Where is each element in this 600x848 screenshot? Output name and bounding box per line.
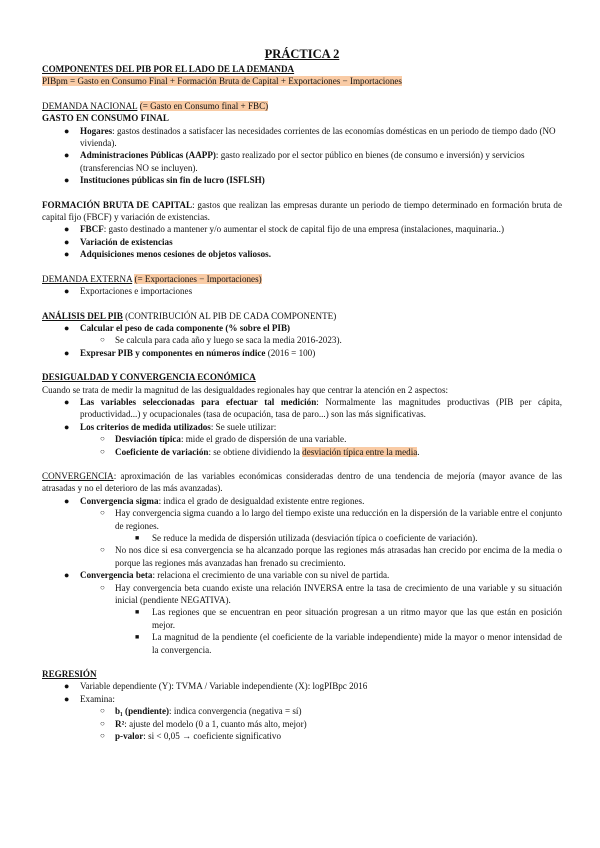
demanda-nacional-line: [42, 100, 562, 112]
demanda-externa-formula: (= Exportaciones − Importaciones): [134, 273, 262, 284]
convergencia-paragraph: CONVERGENCIA: aproximación de las variables económicas consideradas dentro de una tendencia de mejoría (mayor avance de las atrasadas y no el deterioro de las más avanzadas).: [42, 470, 562, 494]
list-item: ○ Hay convergencia sigma cuando a lo largo del tiempo existe una reducción en la dispersión de la variable entre el conjunto de regiones.: [100, 508, 562, 531]
demanda-externa-label: DEMANDA EXTERNA: [42, 273, 133, 284]
list-item: ■ La magnitud de la pendiente (el coeficiente de la variable independiente) mide la mayor o menor intensidad de la convergencia.: [135, 632, 562, 655]
list-item: ● Administraciones Públicas (AAPP): gasto realizado por el sector público en bienes (de consumo e inversión) y servicios (transferencias NO se incluyen).: [64, 150, 525, 173]
gasto-consumo-list: [42, 125, 562, 187]
list-item: ● Exportaciones e importaciones: [64, 286, 193, 297]
demanda-nacional-formula: (= Gasto en Consumo final + FBC): [139, 100, 269, 111]
regresion-heading: REGRESIÓN: [42, 669, 97, 680]
list-item: ○ Se calcula para cada año y luego se saca la media 2016-2023).: [100, 335, 342, 346]
pib-formula: [42, 75, 562, 87]
list-item: ○ p-valor: si < 0,05 → coeficiente significativo: [100, 731, 282, 742]
pib-components-heading: COMPONENTES DEL PIB POR EL LADO DE LA DEMANDA: [42, 64, 295, 74]
list-item: ○ No nos dice si esa convergencia se ha alcanzado porque las regiones más atrasadas han crecido por encima de la media o porque las regiones más avanzadas han frenado su crecimiento.: [100, 545, 562, 568]
document-page: [42, 47, 562, 743]
list-item: ● Adquisiciones menos cesiones de objetos valiosos.: [64, 249, 271, 260]
gasto-consumo-heading: GASTO EN CONSUMO FINAL: [42, 113, 169, 124]
list-item: ● Las variables seleccionadas para efectuar tal medición: Normalmente las magnitudes productivas (PIB per cápita, productividad...) y ocupacionales (tasa de ocupación, tasa de paro...) son las más significativas.: [64, 396, 563, 420]
regresion-list: [42, 680, 562, 742]
list-item: ● Expresar PIB y componentes en números índice (2016 = 100): [64, 347, 316, 358]
list-item: ■ Las regiones que se encuentran en peor situación progresan a un ritmo mayor que las que están en posición mejor.: [135, 607, 562, 630]
list-item: ● Hogares: gastos destinados a satisfacer las necesidades corrientes de las economías domésticas en un periodo de tiempo dado (NO vivienda).: [64, 125, 556, 149]
list-item: ■ Se reduce la medida de dispersión utilizada (desviación típica o coeficiente de variación).: [135, 533, 478, 543]
convergencia-list: [42, 495, 562, 656]
desigualdad-list: [42, 396, 562, 458]
list-item: ● Instituciones públicas sin fin de lucro (ISFLSH): [64, 175, 265, 186]
list-item: ● Convergencia sigma: indica el grado de desigualdad existente entre regiones.: [64, 495, 365, 506]
list-item: ● Convergencia beta: relaciona el crecimiento de una variable con su nivel de partida.: [64, 570, 390, 581]
desigualdad-intro: Cuando se trata de medir la magnitud de las desigualdades regionales hay que centrar la atención en 2 aspectos:: [42, 384, 449, 395]
list-item: ○ R²: ajuste del modelo (0 a 1, cuanto más alto, mejor): [100, 718, 307, 729]
list-item: ○ Hay convergencia beta cuando existe una relación INVERSA entre la tasa de crecimiento de una variable y su situación inicial (pendiente NEGATIVA).: [100, 582, 562, 606]
list-item: ● Calcular el peso de cada componente (% sobre el PIB): [64, 322, 291, 333]
fbc-paragraph: FORMACIÓN BRUTA DE CAPITAL: gastos que realizan las empresas durante un periodo de tiempo determinado en formación bruta de capital fijo (FBCF) y variación de existencias.: [42, 199, 563, 223]
analisis-list: [42, 322, 562, 359]
list-item: ● FBCF: gasto destinado a mantener y/o aumentar el stock de capital fijo de una empresa (instalaciones, maquinaria..): [64, 224, 504, 235]
list-item: ● Los criterios de medida utilizados: Se suele utilizar:: [64, 421, 277, 432]
list-item: ● Variable dependiente (Y): TVMA / Variable independiente (X): logPIBpc 2016: [64, 681, 368, 692]
pib-formula-text: PIBpm = Gasto en Consumo Final + Formación Bruta de Capital + Exportaciones − Importaciones: [42, 76, 402, 87]
list-item: ○ Coeficiente de variación: se obtiene dividiendo la desviación típica entre la media.: [100, 446, 420, 457]
demanda-externa-line: [42, 273, 562, 285]
page-title: PRÁCTICA 2: [264, 47, 340, 61]
list-item: ● Examina:: [64, 693, 115, 704]
desigualdad-heading: DESIGUALDAD Y CONVERGENCIA ECONÓMICA: [42, 372, 256, 383]
list-item: ○ Desviación típica: mide el grado de dispersión de una variable.: [100, 434, 347, 445]
list-item: ● Variación de existencias: [64, 236, 173, 247]
analisis-heading: ANÁLISIS DEL PIB (CONTRIBUCIÓN AL PIB DE CADA COMPONENTE): [42, 310, 337, 321]
fbc-list: [42, 223, 562, 260]
demanda-externa-list: [42, 285, 562, 297]
list-item: ○ b₁ (pendiente): indica convergencia (negativa = sí): [100, 706, 302, 717]
demanda-nacional-label: DEMANDA NACIONAL: [42, 100, 138, 111]
